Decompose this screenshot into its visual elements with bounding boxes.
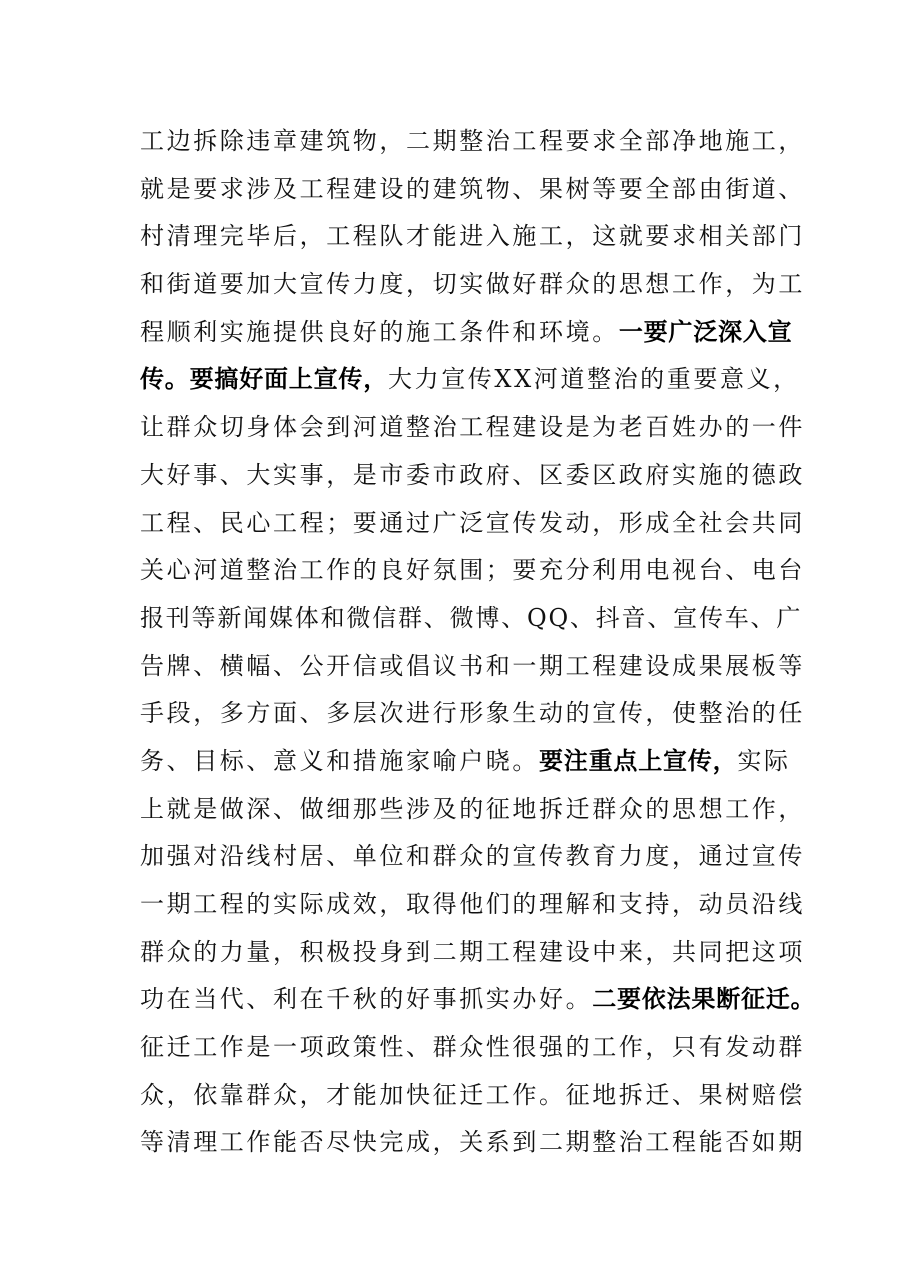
body-text-segment: 程顺利实施提供良好的施工条件和环境。 — [140, 317, 619, 346]
text-line — [140, 166, 805, 214]
body-text — [140, 118, 816, 1167]
body-text-segment: 手段，多方面、多层次进行形象生动的宣传，使整治的任 — [140, 699, 805, 728]
body-text-segment: 和街道要加大宣传力度，切实做好群众的思想工作，为工 — [140, 270, 805, 299]
text-line — [140, 643, 805, 691]
text-line — [140, 1072, 805, 1120]
body-text-segment: 群众的力量，积极投身到二期工程建设中来，共同把这项 — [140, 937, 805, 966]
body-text-segment: 让群众切身体会到河道整治工程建设是为老百姓办的一件 — [140, 413, 805, 442]
body-text-segment: 告牌、横幅、公开信或倡议书和一期工程建设成果展板等 — [140, 651, 805, 680]
body-text-segment: 功在当代、利在千秋的好事抓实办好。 — [140, 985, 593, 1014]
body-text-segment: 大力宣传XX河道整治的重要意义， — [388, 365, 800, 394]
body-text-segment: 工程、民心工程；要通过广泛宣传发动，形成全社会共同 — [140, 508, 805, 537]
text-line — [140, 118, 805, 166]
text-line — [140, 1119, 805, 1167]
body-text-segment: 上就是做深、做细那些涉及的征地拆迁群众的思想工作， — [140, 794, 805, 823]
bold-emphasis-text: 传。要搞好面上宣传， — [140, 365, 388, 394]
text-line — [140, 500, 805, 548]
text-line — [140, 404, 805, 452]
bold-emphasis-text: 要注重点上宣传， — [539, 746, 738, 775]
body-text-segment: 务、目标、意义和措施家喻户晓。 — [140, 746, 539, 775]
body-text-segment: 大好事、大实事，是市委市政府、区委区政府实施的德政 — [140, 460, 805, 489]
text-line — [140, 881, 805, 929]
text-line — [140, 547, 805, 595]
text-line — [140, 261, 805, 309]
body-text-segment: 一期工程的实际成效，取得他们的理解和支持，动员沿线 — [140, 890, 805, 918]
body-text-segment: 加强对沿线村居、单位和群众的宣传教育力度，通过宣传 — [140, 842, 805, 871]
text-line — [140, 356, 800, 404]
body-text-segment: 报刊等新闻媒体和微信群、微博、QQ、抖音、宣传车、广 — [140, 603, 803, 632]
body-text-segment: 实际 — [737, 746, 791, 775]
body-text-segment: 等清理工作能否尽快完成，关系到二期整治工程能否如期 — [140, 1128, 805, 1157]
text-line — [140, 213, 805, 261]
text-line — [140, 1024, 805, 1072]
body-text-segment: 征迁工作是一项政策性、群众性很强的工作，只有发动群 — [140, 1033, 805, 1062]
body-text-segment: 工边拆除违章建筑物，二期整治工程要求全部净地施工， — [140, 127, 805, 155]
text-line — [140, 976, 816, 1024]
text-line — [140, 690, 805, 738]
body-text-segment: 村清理完毕后，工程队才能进入施工，这就要求相关部门 — [140, 222, 805, 251]
text-line — [140, 738, 790, 786]
text-line — [140, 452, 805, 500]
body-text-segment: 众，依靠群众，才能加快征迁工作。征地拆迁、果树赔偿 — [140, 1080, 805, 1109]
text-line — [140, 595, 803, 643]
text-line — [140, 929, 805, 977]
body-text-segment: 就是要求涉及工程建设的建筑物、果树等要全部由街道、 — [140, 174, 805, 203]
text-line — [140, 833, 805, 881]
body-text-segment: 关心河道整治工作的良好氛围；要充分利用电视台、电台 — [140, 556, 805, 585]
text-line — [140, 786, 805, 834]
text-line — [140, 309, 793, 357]
bold-emphasis-text: 一要广泛深入宣 — [618, 317, 793, 346]
bold-emphasis-text: 二要依法果断征迁。 — [592, 985, 816, 1014]
